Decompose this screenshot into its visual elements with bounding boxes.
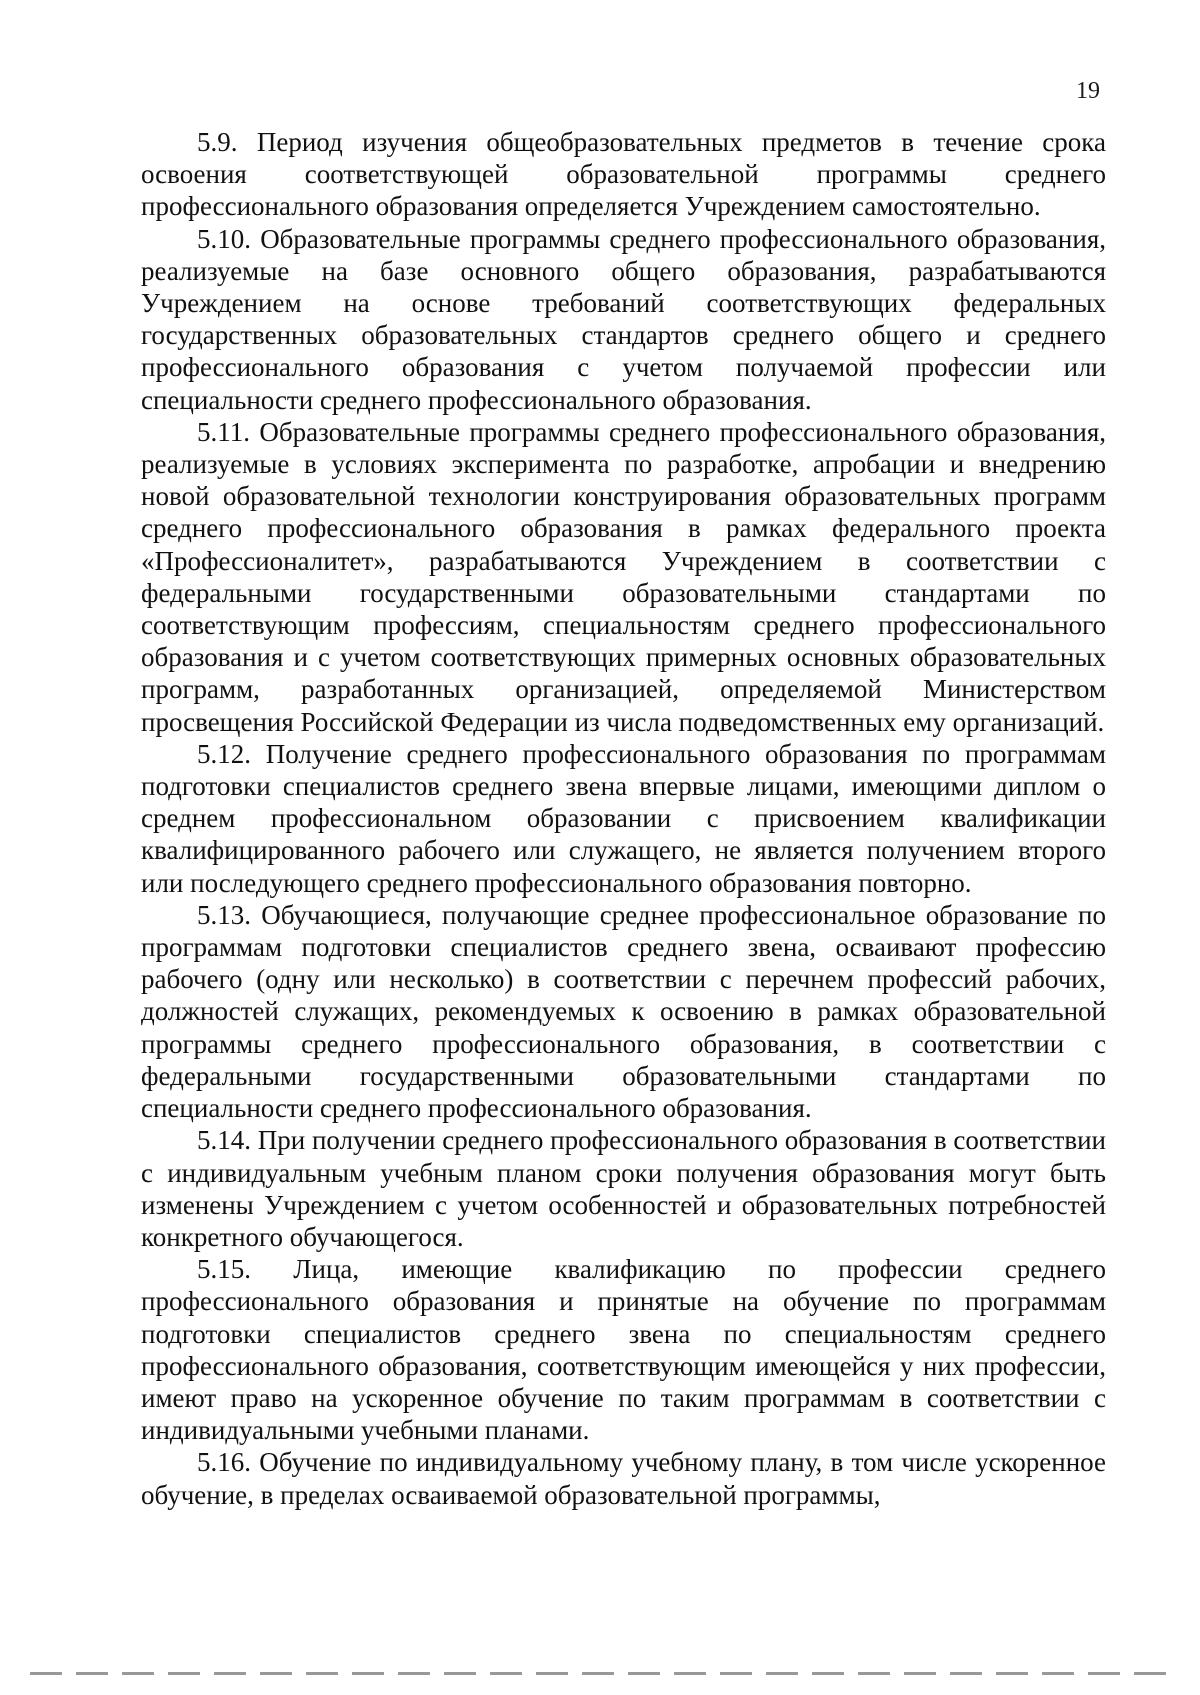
paragraph-5-15: 5.15. Лица, имеющие квалификацию по профессии среднего профессионального образования и принятые на обучение по программам подготовки специалистов среднего звена по специальностям среднего профессионального образования, соответствующим имеющейся у них профессии, имеют право на ускоренное обучение по таким программам в соответствии с индивидуальными учебными планами. bbox=[141, 1254, 1106, 1446]
scan-edge-artifact bbox=[30, 1672, 1170, 1675]
paragraph-5-9: 5.9. Период изучения общеобразовательных предметов в течение срока освоения соответствующей образовательной программы среднего профессионального образования определяется Учреждением самостоятельно. bbox=[141, 127, 1106, 222]
paragraph-5-11: 5.11. Образовательные программы среднего профессионального образования, реализуемые в условиях эксперимента по разработке, апробации и внедрению новой образовательной технологии конструирования образовательных программ среднего профессионального образования в рамках федерального проекта «Профессионалитет», разрабатываются Учреждением в соответствии с федеральными государственными образовательными стандартами по соответствующим профессиям, специальностям среднего профессионального образования и с учетом соответствующих примерных основных образовательных программ, разработанных организацией, определяемой Министерством просвещения Российской Федерации из числа подведомственных ему организаций. bbox=[141, 416, 1106, 737]
paragraph-5-16: 5.16. Обучение по индивидуальному учебному плану, в том числе ускоренное обучение, в пределах осваиваемой образовательной программы, bbox=[141, 1447, 1106, 1510]
paragraph-5-13: 5.13. Обучающиеся, получающие среднее профессиональное образование по программам подготовки специалистов среднего звена, осваивают профессию рабочего (одну или несколько) в соответствии с перечнем профессий рабочих, должностей служащих, рекомендуемых к освоению в рамках образовательной программы среднего профессионального образования, в соответствии с федеральными государственными образовательными стандартами по специальности среднего профессионального образования. bbox=[141, 899, 1106, 1124]
page-number: 19 bbox=[1076, 78, 1100, 104]
paragraph-5-14: 5.14. При получении среднего профессионального образования в соответствии с индивидуальным учебным планом сроки получения образования могут быть изменены Учреждением с учетом особенностей и образовательных потребностей конкретного обучающегося. bbox=[141, 1125, 1106, 1252]
document-body bbox=[141, 126, 1106, 1511]
paragraph-5-10: 5.10. Образовательные программы среднего профессионального образования, реализуемые на базе основного общего образования, разрабатываются Учреждением на основе требований соответствующих федеральных государственных образовательных стандартов среднего общего и среднего профессионального образования с учетом получаемой профессии или специальности среднего профессионального образования. bbox=[141, 223, 1106, 415]
paragraph-5-12: 5.12. Получение среднего профессионального образования по программам подготовки специалистов среднего звена впервые лицами, имеющими диплом о среднем профессиональном образовании с присвоением квалификации квалифицированного рабочего или служащего, не является получением второго или последующего среднего профессионального образования повторно. bbox=[141, 738, 1106, 898]
